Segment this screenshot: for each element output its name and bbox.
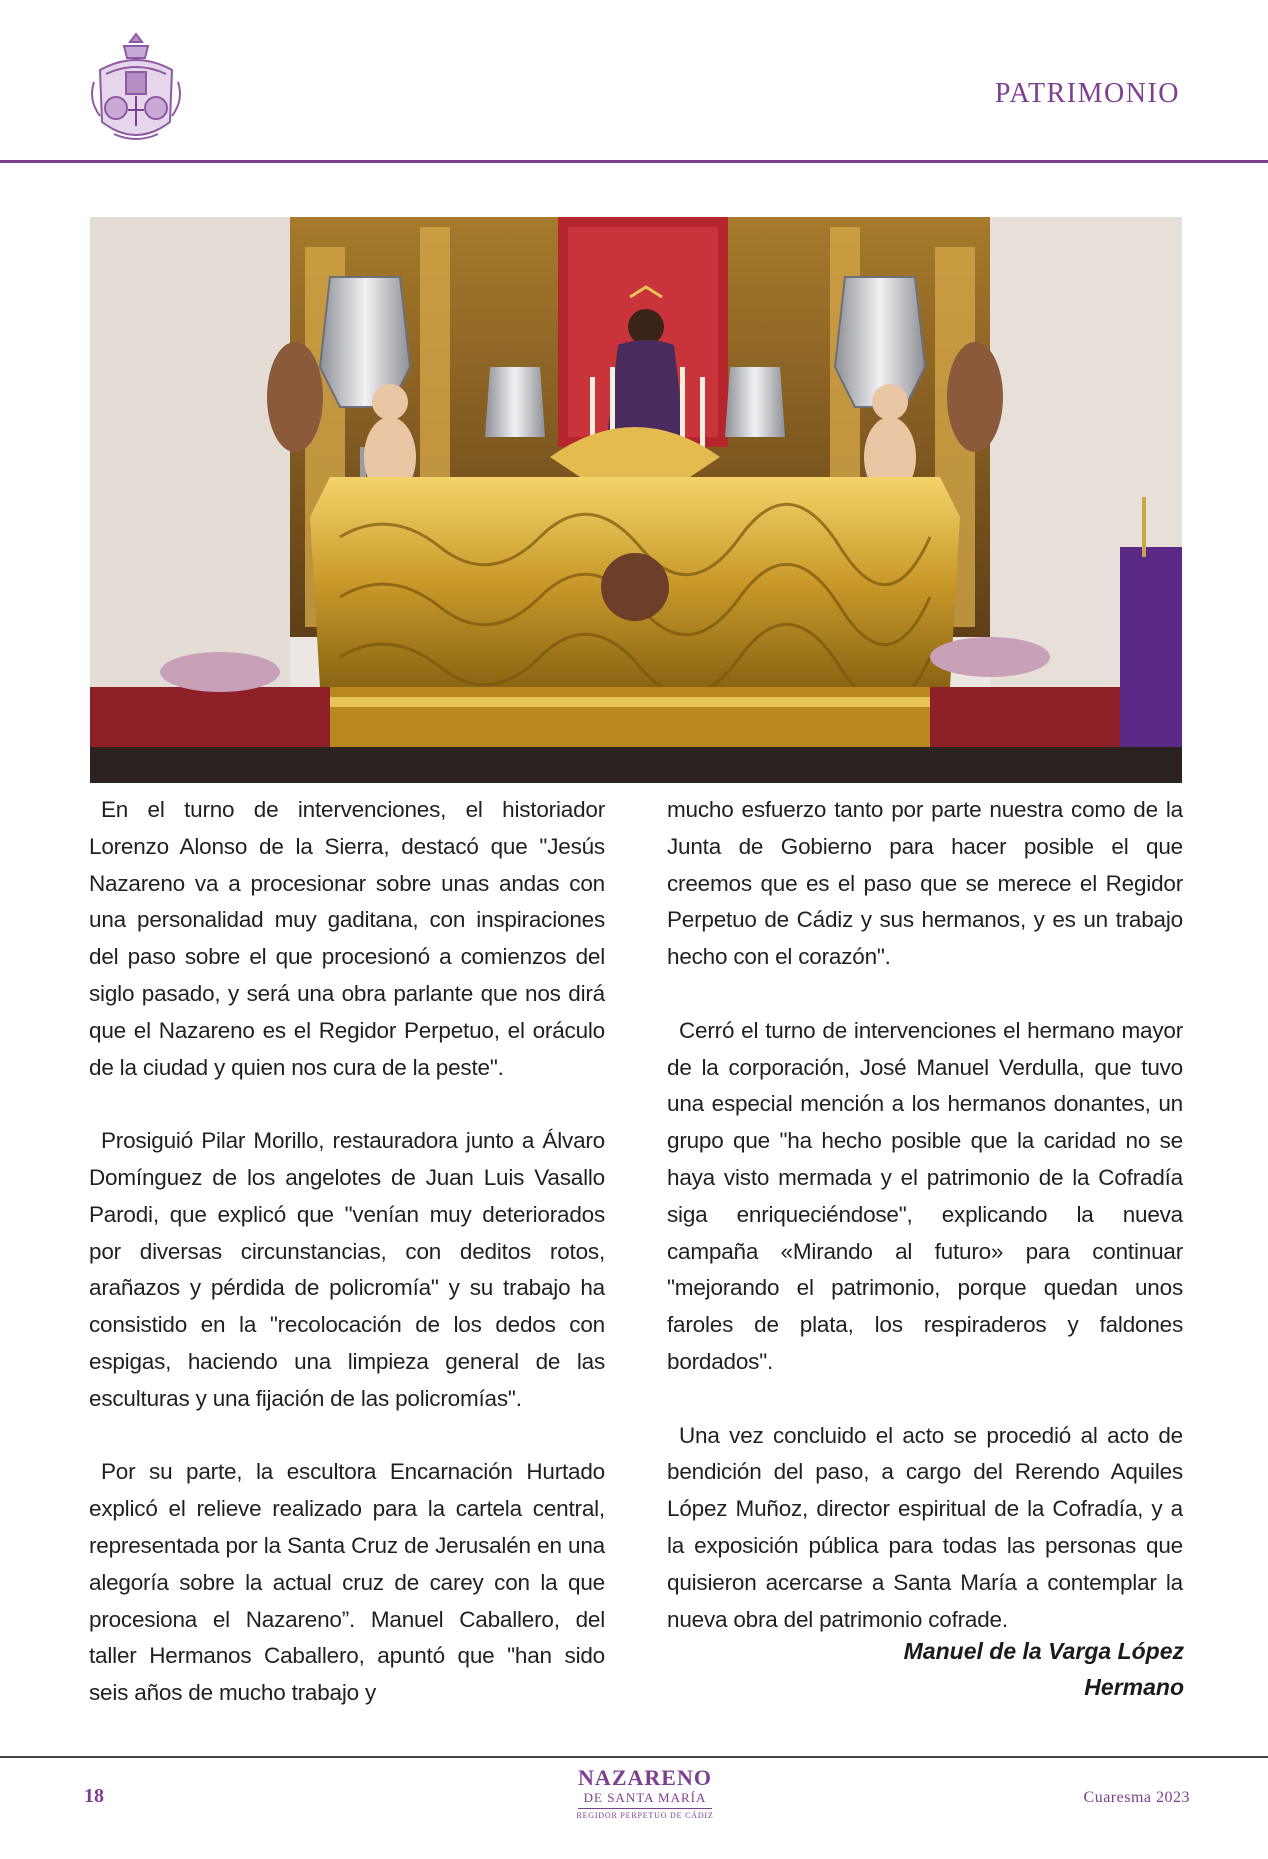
article-paragraph: Prosiguió Pilar Morillo, restauradora junto a Álvaro Domínguez de los angelotes de Juan Luis Vasallo Parodi, que explicó que "venían muy deteriorados por diversas circunstancias, con deditos rotos, arañazos y pérdida de policromía" y su trabajo ha consistido en la "recolocación de los dedos con espigas, haciendo una limpieza general de las esculturas y una fijación de las policromías". [89, 1128, 605, 1411]
logo-title: NAZARENO [578, 1765, 712, 1790]
section-title: PATRIMONIO [994, 78, 1180, 109]
publication-logo [570, 1766, 720, 1820]
page-number: 18 [84, 1785, 104, 1807]
logo-rule [578, 1808, 712, 1809]
processional-float-photo [90, 217, 1182, 783]
header-divider [0, 160, 1268, 163]
logo-tagline: REGIDOR PERPETUO DE CÁDIZ [576, 1811, 714, 1820]
article-paragraph: Cerró el turno de intervenciones el hermano mayor de la corporación, José Manuel Verdulla, que tuvo una especial mención a los hermanos donantes, un grupo que "ha hecho posible que la caridad no se haya visto mermada y el patrimonio de la Cofradía siga enriqueciéndose", explicando la nueva campaña «Mirando al futuro» para continuar "mejorando el patrimonio, porque quedan unos faroles de plata, los respiraderos y faldones bordados". [667, 1017, 1183, 1374]
article-paragraph: En el turno de intervenciones, el historiador Lorenzo Alonso de la Sierra, destacó que "Jesús Nazareno va a procesionar sobre unas andas con una personalidad muy gaditana, con inspiraciones del paso sobre el que procesionó a comienzos del siglo pasado, y será una obra parlante que nos dirá que el Nazareno es el Regidor Perpetuo, el oráculo de la ciudad y quien nos cura de la peste". [89, 797, 605, 1080]
author-role: Hermano [1084, 1674, 1184, 1700]
article-paragraph: Por su parte, la escultora Encarnación Hurtado explicó el relieve realizado para la cartela central, representada por la Santa Cruz de Jerusalén en una alegoría sobre la actual cruz de carey con la que procesiona el Nazareno”. Manuel Caballero, del taller Hermanos Caballero, apuntó que "han sido seis años de mucho trabajo y [89, 1459, 605, 1706]
issue-label: Cuaresma 2023 [1083, 1789, 1190, 1806]
article-paragraph: Una vez concluido el acto se procedió al acto de bendición del paso, a cargo del Rerendo Aquiles López Muñoz, director espiritual de la Cofradía, y a la exposición pública para todas las personas que quisieron acercarse a Santa María a contemplar la nueva obra del patrimonio cofrade. [667, 1422, 1183, 1632]
article-column-right [667, 792, 1183, 1638]
article-paragraph: mucho esfuerzo tanto por parte nuestra como de la Junta de Gobierno para hacer posible el que creemos que es el paso que se merece el Regidor Perpetuo de Cádiz y sus hermanos, y es un trabajo hecho con el corazón". [667, 797, 1183, 970]
author-signature [904, 1633, 1184, 1705]
footer-divider [0, 1756, 1268, 1758]
author-name: Manuel de la Varga López [903, 1638, 1184, 1664]
logo-subtitle: DE SANTA MARÍA [583, 1790, 707, 1805]
coat-of-arms-icon [86, 30, 186, 148]
article-column-left [89, 792, 605, 1712]
